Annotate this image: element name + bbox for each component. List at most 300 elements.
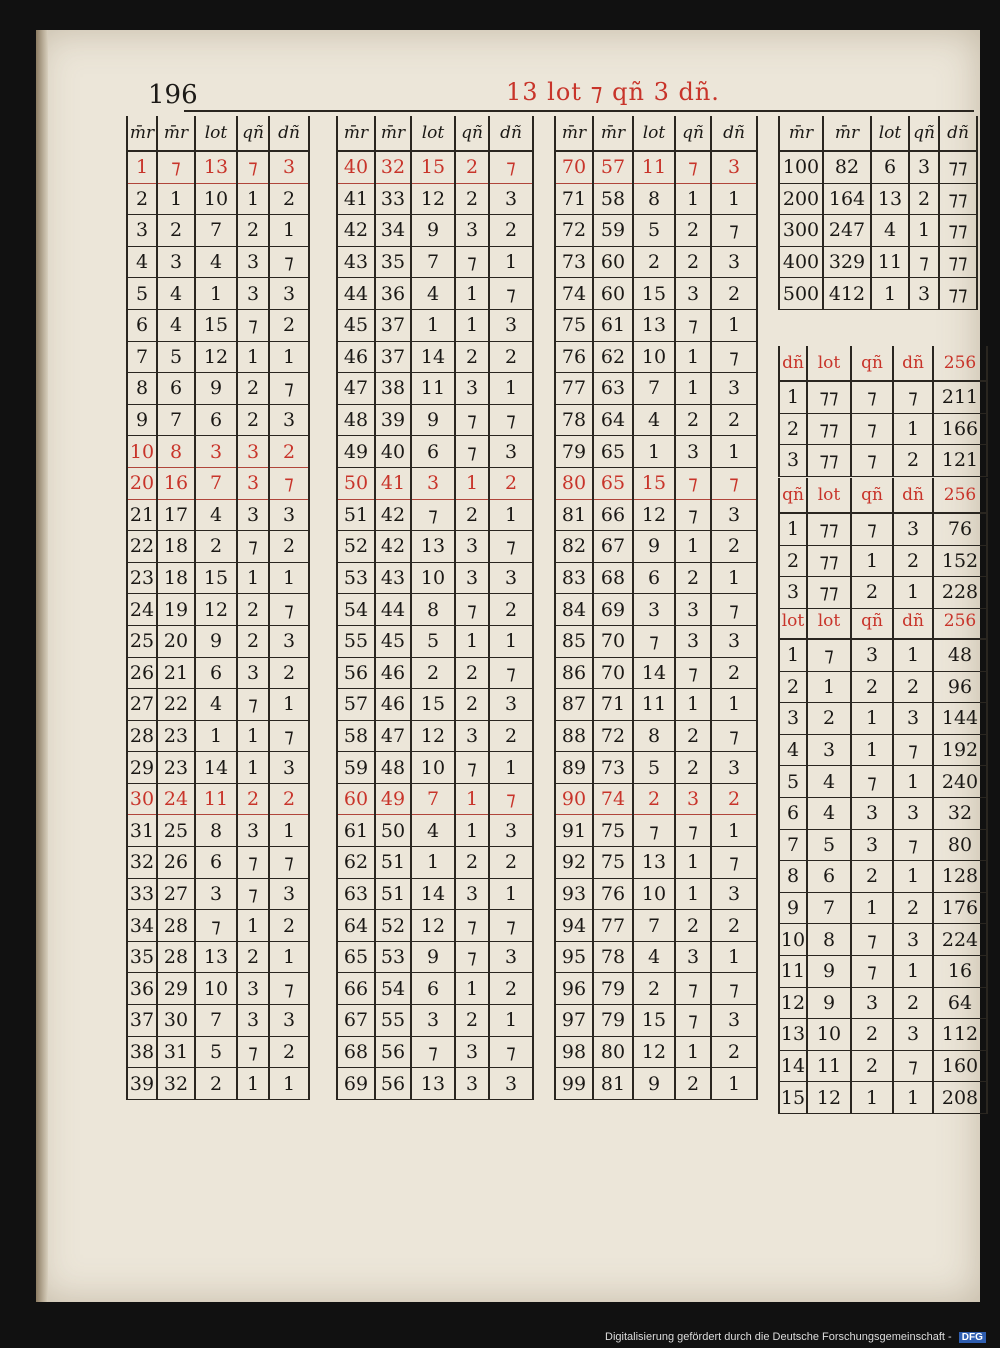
table-cell: ⁊ bbox=[269, 246, 309, 278]
table-cell: 4 bbox=[633, 941, 675, 973]
table-cell: 211 bbox=[933, 381, 987, 413]
table-cell: ⁊ bbox=[455, 404, 489, 436]
table-cell: 14 bbox=[779, 1050, 807, 1082]
table-cell: 64 bbox=[593, 404, 633, 436]
table-cell: ⁊ bbox=[489, 657, 533, 689]
table-cell: 6 bbox=[411, 973, 455, 1005]
table-cell: 1 bbox=[675, 878, 711, 910]
table-cell: 26 bbox=[157, 847, 195, 879]
table-cell: 1 bbox=[851, 1082, 893, 1114]
table-cell: 60 bbox=[593, 278, 633, 310]
table-cell: 7 bbox=[633, 910, 675, 942]
table-cell: 300 bbox=[779, 215, 823, 247]
table-row bbox=[555, 309, 757, 341]
table-row bbox=[337, 436, 533, 468]
table-row bbox=[337, 404, 533, 436]
table-cell: 72 bbox=[593, 720, 633, 752]
table-cell: 3 bbox=[851, 797, 893, 829]
table-cell: 62 bbox=[593, 341, 633, 373]
table-row bbox=[779, 545, 987, 577]
table-cell: 1 bbox=[455, 467, 489, 499]
table-cell: 3 bbox=[489, 815, 533, 847]
table-cell: 93 bbox=[555, 878, 593, 910]
table-cell: ⁊ bbox=[489, 404, 533, 436]
table-row bbox=[337, 815, 533, 847]
table-cell: 1 bbox=[489, 246, 533, 278]
table-cell: 20 bbox=[157, 625, 195, 657]
table-cell: 20 bbox=[127, 467, 157, 499]
table-row bbox=[127, 436, 309, 468]
table-cell: 2 bbox=[195, 1068, 237, 1100]
table-cell: 29 bbox=[157, 973, 195, 1005]
table-cell: 3 bbox=[237, 1005, 269, 1037]
table-cell: 2 bbox=[807, 703, 851, 735]
table-cell: 24 bbox=[157, 783, 195, 815]
table-cell: 1 bbox=[237, 562, 269, 594]
table-cell: 13 bbox=[411, 1068, 455, 1100]
table-cell: 1 bbox=[851, 892, 893, 924]
table-cell: 1 bbox=[489, 1005, 533, 1037]
table-cell: ⁊ bbox=[851, 924, 893, 956]
table-cell: ⁊ bbox=[711, 215, 757, 247]
table-row bbox=[779, 671, 987, 703]
table-cell: 5 bbox=[195, 1036, 237, 1068]
table-cell: 1 bbox=[675, 373, 711, 405]
table-row bbox=[337, 689, 533, 721]
table-cell: 76 bbox=[555, 341, 593, 373]
table-cell: ⁊ bbox=[237, 309, 269, 341]
table-cell: 6 bbox=[195, 657, 237, 689]
table-cell: 48 bbox=[933, 639, 987, 671]
table-cell: 69 bbox=[337, 1068, 375, 1100]
table-cell: 1 bbox=[675, 531, 711, 563]
table-cell: 11 bbox=[195, 783, 237, 815]
table-row bbox=[779, 381, 987, 413]
table-cell: 55 bbox=[337, 625, 375, 657]
column-header: m̄r bbox=[593, 116, 633, 151]
table-cell: 50 bbox=[337, 467, 375, 499]
table-cell: 3 bbox=[411, 467, 455, 499]
table-header-row bbox=[779, 604, 987, 639]
table-cell: 77 bbox=[593, 910, 633, 942]
table-cell: ⁊ bbox=[269, 594, 309, 626]
table-cell: 3 bbox=[269, 752, 309, 784]
column-header: qñ bbox=[779, 478, 807, 513]
table-row bbox=[127, 878, 309, 910]
table-row bbox=[127, 689, 309, 721]
table-cell: 2 bbox=[675, 720, 711, 752]
table-cell: 247 bbox=[823, 215, 871, 247]
table-row bbox=[779, 183, 977, 215]
table-header-row bbox=[555, 116, 757, 151]
table-row bbox=[779, 1050, 987, 1082]
table-cell: 1 bbox=[455, 278, 489, 310]
table-cell: ⁊ bbox=[711, 341, 757, 373]
page-number: 196 bbox=[148, 80, 198, 110]
table-cell: 1 bbox=[455, 973, 489, 1005]
table-cell: ⁊ bbox=[489, 1036, 533, 1068]
table-cell: ⁊ bbox=[851, 955, 893, 987]
table-cell: 2 bbox=[269, 657, 309, 689]
table-cell: 2 bbox=[455, 847, 489, 879]
table-cell: 2 bbox=[237, 373, 269, 405]
table-cell: 4 bbox=[127, 246, 157, 278]
table-cell: 3 bbox=[851, 987, 893, 1019]
table-cell: ⁊ bbox=[711, 973, 757, 1005]
table-cell: ⁊ bbox=[411, 499, 455, 531]
conversion-subtable bbox=[778, 604, 988, 1114]
table-cell: 22 bbox=[127, 531, 157, 563]
table-cell: ⁊ bbox=[455, 246, 489, 278]
table-cell: 96 bbox=[933, 671, 987, 703]
table-cell: 9 bbox=[633, 531, 675, 563]
table-cell: 4 bbox=[195, 246, 237, 278]
table-cell: 3 bbox=[195, 436, 237, 468]
table-row bbox=[555, 436, 757, 468]
table-cell: 69 bbox=[593, 594, 633, 626]
table-cell: 1 bbox=[675, 847, 711, 879]
table-cell: 2 bbox=[455, 341, 489, 373]
table-cell: 3 bbox=[269, 878, 309, 910]
table-cell: ⁊ bbox=[675, 151, 711, 183]
table-cell: 28 bbox=[127, 720, 157, 752]
table-cell: 8 bbox=[633, 720, 675, 752]
table-cell: 2 bbox=[489, 215, 533, 247]
table-row bbox=[555, 1068, 757, 1100]
table-cell: ⁊ bbox=[269, 847, 309, 879]
table-cell: 95 bbox=[555, 941, 593, 973]
table-cell: 2 bbox=[269, 309, 309, 341]
table-cell: 3 bbox=[127, 215, 157, 247]
table-cell: 3 bbox=[711, 1005, 757, 1037]
table-cell: 144 bbox=[933, 703, 987, 735]
table-cell: ⁊ bbox=[411, 1036, 455, 1068]
table-cell: 2 bbox=[411, 657, 455, 689]
table-row bbox=[337, 278, 533, 310]
table-cell: 17 bbox=[157, 499, 195, 531]
table-cell: 7 bbox=[807, 892, 851, 924]
table-cell: 82 bbox=[555, 531, 593, 563]
table-cell: 224 bbox=[933, 924, 987, 956]
table-cell: 3 bbox=[779, 445, 807, 477]
table-row bbox=[127, 847, 309, 879]
table-cell: 3 bbox=[455, 531, 489, 563]
column-header: m̄r bbox=[157, 116, 195, 151]
table-cell: 64 bbox=[337, 910, 375, 942]
table-cell: 3 bbox=[455, 1068, 489, 1100]
table-row bbox=[555, 973, 757, 1005]
conversion-table bbox=[126, 116, 310, 1100]
table-cell: 1 bbox=[779, 381, 807, 413]
table-cell: 42 bbox=[337, 215, 375, 247]
table-row bbox=[337, 878, 533, 910]
table-cell: 4 bbox=[195, 689, 237, 721]
table-cell: 15 bbox=[633, 467, 675, 499]
table-cell: 2 bbox=[851, 1019, 893, 1051]
table-cell: 3 bbox=[489, 436, 533, 468]
table-cell: 9 bbox=[411, 404, 455, 436]
table-row bbox=[337, 1036, 533, 1068]
conversion-subtable bbox=[778, 346, 988, 477]
table-cell: 3 bbox=[633, 594, 675, 626]
table-cell: 86 bbox=[555, 657, 593, 689]
table-row bbox=[127, 594, 309, 626]
table-cell: 32 bbox=[375, 151, 411, 183]
table-cell: 79 bbox=[555, 436, 593, 468]
table-cell: ⁊ bbox=[909, 246, 939, 278]
table-cell: 10 bbox=[195, 973, 237, 1005]
table-cell: ⁊ bbox=[675, 499, 711, 531]
table-cell: 42 bbox=[375, 531, 411, 563]
table-cell: ⁊⁊ bbox=[807, 445, 851, 477]
table-cell: ⁊ bbox=[851, 766, 893, 798]
table-cell: 31 bbox=[157, 1036, 195, 1068]
table-row bbox=[555, 878, 757, 910]
table-cell: 12 bbox=[411, 183, 455, 215]
table-cell: 3 bbox=[269, 151, 309, 183]
table-cell: 9 bbox=[807, 955, 851, 987]
table-cell: 90 bbox=[555, 783, 593, 815]
table-cell: 23 bbox=[157, 720, 195, 752]
table-cell: ⁊ bbox=[807, 639, 851, 671]
table-cell: 2 bbox=[851, 577, 893, 609]
table-cell: 27 bbox=[157, 878, 195, 910]
table-cell: 15 bbox=[411, 151, 455, 183]
table-cell: 7 bbox=[411, 246, 455, 278]
table-cell: ⁊ bbox=[851, 381, 893, 413]
table-cell: 3 bbox=[237, 246, 269, 278]
table-row bbox=[555, 783, 757, 815]
table-row bbox=[127, 151, 309, 183]
table-cell: 2 bbox=[711, 657, 757, 689]
table-cell: ⁊⁊ bbox=[939, 246, 977, 278]
table-cell: 2 bbox=[909, 183, 939, 215]
table-row bbox=[127, 499, 309, 531]
table-cell: 412 bbox=[823, 278, 871, 310]
table-cell: 9 bbox=[195, 625, 237, 657]
conversion-table bbox=[554, 116, 758, 1100]
table-row bbox=[127, 973, 309, 1005]
table-row bbox=[127, 404, 309, 436]
table-cell: 3 bbox=[675, 941, 711, 973]
running-head: 13 lot ⁊ qñ 3 dñ. bbox=[506, 78, 720, 106]
table-cell: 1 bbox=[489, 878, 533, 910]
table-cell: 2 bbox=[893, 671, 933, 703]
column-header: lot bbox=[871, 116, 909, 151]
column-header: qñ bbox=[675, 116, 711, 151]
table-cell: 9 bbox=[127, 404, 157, 436]
page-gutter bbox=[36, 30, 48, 1302]
table-cell: 10 bbox=[807, 1019, 851, 1051]
table-row bbox=[555, 720, 757, 752]
table-row bbox=[779, 861, 987, 893]
table-cell: 1 bbox=[633, 436, 675, 468]
table-cell: ⁊ bbox=[893, 381, 933, 413]
table-cell: 2 bbox=[269, 910, 309, 942]
table-row bbox=[127, 183, 309, 215]
table-cell: 37 bbox=[375, 309, 411, 341]
table-row bbox=[337, 309, 533, 341]
table-cell: 14 bbox=[411, 341, 455, 373]
table-cell: 1 bbox=[269, 215, 309, 247]
table-cell: 1 bbox=[871, 278, 909, 310]
table-row bbox=[337, 847, 533, 879]
table-row bbox=[555, 657, 757, 689]
table-cell: 10 bbox=[127, 436, 157, 468]
table-cell: 10 bbox=[633, 341, 675, 373]
table-cell: 21 bbox=[157, 657, 195, 689]
table-cell: 5 bbox=[633, 752, 675, 784]
table-cell: 3 bbox=[675, 278, 711, 310]
table-row bbox=[555, 373, 757, 405]
table-row bbox=[337, 910, 533, 942]
table-cell: 2 bbox=[779, 545, 807, 577]
table-cell: 3 bbox=[711, 373, 757, 405]
table-cell: 13 bbox=[871, 183, 909, 215]
column-header: m̄r bbox=[823, 116, 871, 151]
table-row bbox=[337, 1068, 533, 1100]
table-cell: 6 bbox=[807, 861, 851, 893]
table-cell: 2 bbox=[893, 892, 933, 924]
table-cell: 53 bbox=[375, 941, 411, 973]
table-cell: 46 bbox=[337, 341, 375, 373]
table-cell: ⁊ bbox=[851, 413, 893, 445]
table-cell: 76 bbox=[933, 513, 987, 545]
table-cell: 65 bbox=[593, 467, 633, 499]
table-row bbox=[127, 910, 309, 942]
table-row bbox=[337, 151, 533, 183]
table-cell: 6 bbox=[127, 309, 157, 341]
table-cell: 63 bbox=[593, 373, 633, 405]
table-cell: 52 bbox=[375, 910, 411, 942]
table-header-row bbox=[779, 478, 987, 513]
table-cell: 2 bbox=[237, 625, 269, 657]
table-cell: 2 bbox=[489, 467, 533, 499]
table-cell: 7 bbox=[195, 215, 237, 247]
table-row bbox=[337, 720, 533, 752]
table-cell: 7 bbox=[411, 783, 455, 815]
table-cell: 13 bbox=[195, 941, 237, 973]
table-cell: 164 bbox=[823, 183, 871, 215]
table-cell: 5 bbox=[157, 341, 195, 373]
column-header: lot bbox=[807, 604, 851, 639]
table-cell: 2 bbox=[893, 545, 933, 577]
table-cell: 14 bbox=[411, 878, 455, 910]
table-cell: 67 bbox=[337, 1005, 375, 1037]
table-cell: 68 bbox=[337, 1036, 375, 1068]
table-cell: 2 bbox=[633, 973, 675, 1005]
table-cell: 1 bbox=[807, 671, 851, 703]
table-cell: ⁊⁊ bbox=[939, 183, 977, 215]
table-row bbox=[337, 183, 533, 215]
table-cell: 64 bbox=[933, 987, 987, 1019]
table-row bbox=[127, 941, 309, 973]
table-cell: 30 bbox=[127, 783, 157, 815]
table-cell: ⁊ bbox=[237, 531, 269, 563]
table-cell: 128 bbox=[933, 861, 987, 893]
table-row bbox=[127, 752, 309, 784]
table-row bbox=[127, 815, 309, 847]
table-row bbox=[555, 847, 757, 879]
table-cell: 40 bbox=[337, 151, 375, 183]
table-cell: 12 bbox=[633, 499, 675, 531]
table-cell: 3 bbox=[893, 513, 933, 545]
table-cell: 23 bbox=[157, 752, 195, 784]
table-cell: 8 bbox=[127, 373, 157, 405]
table-cell: 58 bbox=[593, 183, 633, 215]
table-cell: ⁊ bbox=[237, 847, 269, 879]
table-cell: 6 bbox=[871, 151, 909, 183]
table-cell: 5 bbox=[633, 215, 675, 247]
table-cell: 1 bbox=[893, 1082, 933, 1114]
table-cell: 2 bbox=[633, 783, 675, 815]
table-cell: 57 bbox=[593, 151, 633, 183]
table-cell: 3 bbox=[807, 734, 851, 766]
table-cell: 61 bbox=[337, 815, 375, 847]
table-cell: 22 bbox=[157, 689, 195, 721]
table-cell: ⁊ bbox=[157, 151, 195, 183]
table-cell: 81 bbox=[593, 1068, 633, 1100]
table-row bbox=[555, 183, 757, 215]
table-cell: 1 bbox=[269, 815, 309, 847]
table-cell: 1 bbox=[269, 562, 309, 594]
table-cell: 3 bbox=[489, 183, 533, 215]
table-cell: 3 bbox=[195, 878, 237, 910]
conversion-subtable bbox=[778, 478, 988, 609]
table-cell: 3 bbox=[237, 467, 269, 499]
table-cell: 2 bbox=[489, 720, 533, 752]
column-header: qñ bbox=[455, 116, 489, 151]
table-cell: 1 bbox=[157, 183, 195, 215]
table-cell: ⁊ bbox=[633, 625, 675, 657]
table-cell: 32 bbox=[127, 847, 157, 879]
table-cell: 61 bbox=[593, 309, 633, 341]
table-cell: 2 bbox=[489, 341, 533, 373]
table-cell: ⁊ bbox=[455, 752, 489, 784]
table-cell: 2 bbox=[675, 910, 711, 942]
table-cell: 71 bbox=[555, 183, 593, 215]
table-cell: 3 bbox=[675, 594, 711, 626]
table-cell: 2 bbox=[237, 404, 269, 436]
table-cell: 99 bbox=[555, 1068, 593, 1100]
table-cell: 5 bbox=[779, 766, 807, 798]
table-row bbox=[555, 594, 757, 626]
table-cell: 192 bbox=[933, 734, 987, 766]
table-cell: ⁊ bbox=[675, 467, 711, 499]
table-cell: 1 bbox=[893, 766, 933, 798]
table-cell: 1 bbox=[779, 639, 807, 671]
table-cell: 10 bbox=[411, 752, 455, 784]
table-cell: 19 bbox=[157, 594, 195, 626]
column-header: dñ bbox=[893, 604, 933, 639]
table-cell: 1 bbox=[893, 413, 933, 445]
table-cell: ⁊⁊ bbox=[807, 513, 851, 545]
table-cell: 3 bbox=[455, 215, 489, 247]
table-cell: 34 bbox=[375, 215, 411, 247]
table-cell: ⁊ bbox=[851, 513, 893, 545]
table-cell: 3 bbox=[237, 436, 269, 468]
table-cell: 2 bbox=[489, 973, 533, 1005]
table-cell: 85 bbox=[555, 625, 593, 657]
table-cell: 15 bbox=[633, 1005, 675, 1037]
table-cell: 240 bbox=[933, 766, 987, 798]
table-cell: 48 bbox=[337, 404, 375, 436]
table-cell: 2 bbox=[157, 215, 195, 247]
column-header: m̄r bbox=[375, 116, 411, 151]
table-cell: 10 bbox=[633, 878, 675, 910]
table-cell: 11 bbox=[633, 151, 675, 183]
table-cell: ⁊⁊ bbox=[939, 215, 977, 247]
